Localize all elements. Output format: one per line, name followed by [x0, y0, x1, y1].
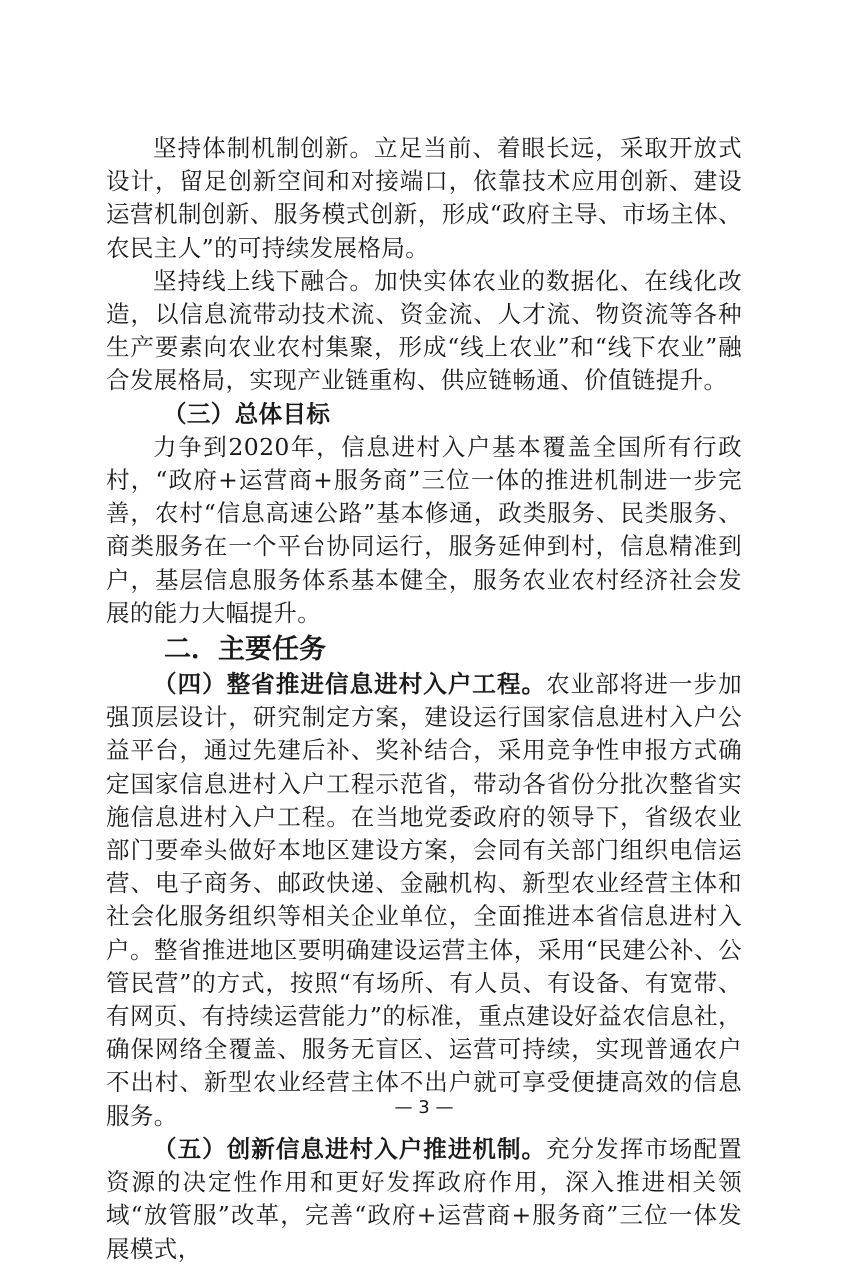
task-four-body: 农业部将进一步加强顶层设计，研究制定方案，建设运行国家信息进村入户公益平台，通过先建后补、奖补结合，采用竞争性申报方式确定国家信息进村入户工程示范省，带动各省份分批次整省实施信息进村入户工程。在当地党委政府的领导下，省级农业部门要牵头做好本地区建设方案，会同有关部门组织电信运营、电子商务、邮政快递、金融机构、新型农业经营主体和社会化服务组织等相关企业单位，全面推进本省信息进村入户。整省推进地区要明确建设运营主体，采用“民建公补、公管民营”的方式，按照“有场所、有人员、有设备、有宽带、有网页、有持续运营能力”的标准，重点建设好益农信息社，确保网络全覆盖、服务无盲区、运营可持续，实现普通农户不出村、新型农业经营主体不出户就可享受便捷高效的信息服务。: [106, 670, 742, 1130]
subheading-overall-goal: （三）总体目标: [163, 399, 331, 428]
paragraph-overall-goal: 力争到2020年，信息进村入户基本覆盖全国所有行政村，“政府+运营商+服务商”三位一体的推进机制进一步完善，农村“信息高速公路”基本修通，政类服务、民类服务、商类服务在一个平台协同运行，服务延伸到村，信息精准到户，基层信息服务体系基本健全，服务农业农村经济社会发展的能力大幅提升。: [106, 432, 742, 627]
page-body: [106, 132, 742, 1266]
paragraph-online-offline: 坚持线上线下融合。加快实体农业的数据化、在线化改造，以信息流带动技术流、资金流、人才流、物资流等各种生产要素向农业农村集聚，形成“线上农业”和“线下农业”融合发展格局，实现产业链重构、供应链畅通、价值链提升。: [106, 266, 742, 395]
section-title-main-tasks: 二．主要任务: [164, 634, 326, 666]
task-five-heading: （五）创新信息进村入户推进机制。: [153, 1134, 547, 1163]
task-five-body: 充分发挥市场配置资源的决定性作用和更好发挥政府作用，深入推进相关领域“放管服”改革，完善“政府+运营商+服务商”三位一体发展模式，: [106, 1134, 742, 1263]
page-number: — 3 —: [394, 1097, 454, 1118]
task-four-heading: （四）整省推进信息进村入户工程。: [153, 670, 547, 699]
paragraph-task-four: [106, 668, 742, 1133]
paragraph-institutional-innovation: 坚持体制机制创新。立足当前、着眼长远，采取开放式设计，留足创新空间和对接端口，依靠技术应用创新、建设运营机制创新、服务模式创新，形成“政府主导、市场主体、农民主人”的可持续发展格局。: [106, 134, 742, 262]
paragraph-task-five: [106, 1133, 742, 1266]
